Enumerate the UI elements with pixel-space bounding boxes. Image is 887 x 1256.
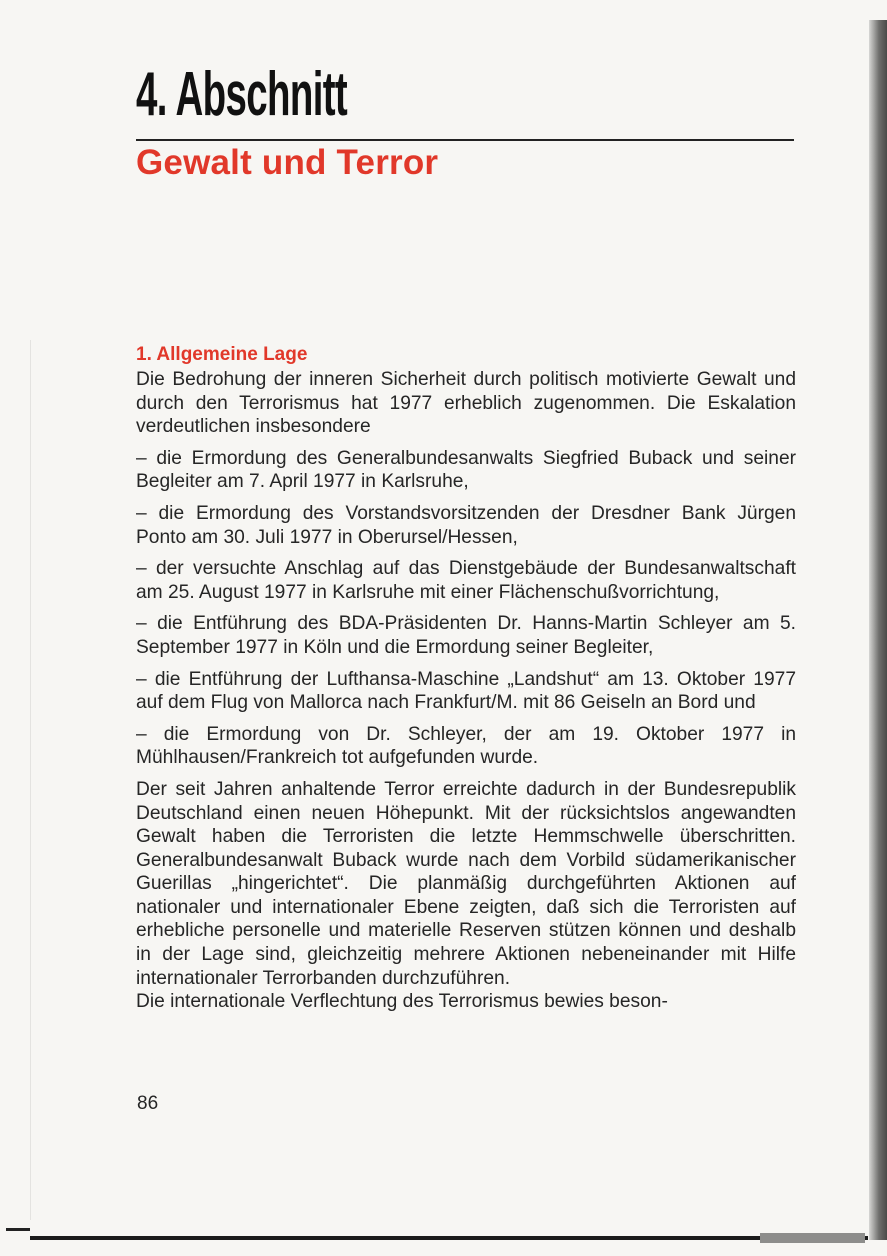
- scan-corner-mark: [6, 1228, 30, 1231]
- paragraph-analysis: Der seit Jahren anhaltende Terror erreichte dadurch in der Bundesrepublik Deutschland einen neuen Höhepunkt. Mit der rücksichtslos angewandten Gewalt haben die Terroristen die letzte Hemmschwelle überschritten. Generalbundesanwalt Buback wurde nach dem Vorbild südamerikanischer Guerillas „hingerichtet“. Die planmäßig durchgeführten Aktionen auf nationaler und internationaler Ebene zeigten, daß sich die Terroristen auf erhebliche personelle und materielle Reserven stützen können und deshalb in der Lage sind, gleichzeitig mehrere Aktionen nebeneinander mit Hilfe internationaler Terrorbanden durchzuführen.: [136, 778, 796, 989]
- section-heading: 1. Allgemeine Lage: [136, 344, 308, 365]
- list-item: – die Ermordung des Vorstandsvorsitzenden der Dresdner Bank Jürgen Ponto am 30. Juli 1977 in Oberursel/Hessen,: [136, 502, 796, 548]
- paragraph-intro: Die Bedrohung der inneren Sicherheit durch politisch motivierte Gewalt und durch den Terrorismus hat 1977 erheblich zugenommen. Die Eskalation verdeutlichen insbesondere: [136, 369, 796, 438]
- list-item: – die Ermordung des Generalbundesanwalts Siegfried Buback und seiner Begleiter am 7. April 1977 in Karlsruhe,: [136, 447, 796, 493]
- chapter-title: 4. Abschnitt: [136, 60, 348, 129]
- paragraph-continuation: Die internationale Verflechtung des Terrorismus bewies beson-: [136, 991, 668, 1013]
- page-number: 86: [137, 1093, 159, 1114]
- list-item: – die Ermordung von Dr. Schleyer, der am 19. Oktober 1977 in Mühlhausen/Frankreich tot aufgefunden wurde.: [136, 723, 796, 769]
- scan-artifact-line: [30, 340, 31, 1220]
- chapter-rule: [136, 139, 794, 141]
- body-text: [136, 368, 796, 1022]
- list-item: – die Entführung des BDA-Präsidenten Dr. Hanns-Martin Schleyer am 5. September 1977 in Köln und die Ermordung seiner Begleiter,: [136, 613, 796, 658]
- scan-bottom-edge: [30, 1236, 868, 1240]
- list-item: – der versuchte Anschlag auf das Dienstgebäude der Bundesanwaltschaft am 25. August 1977 in Karlsruhe mit einer Flächenschußvorrichtung,: [136, 558, 796, 603]
- scan-bottom-speck: [760, 1233, 865, 1243]
- scan-page-edge: [869, 20, 887, 1240]
- chapter-subtitle: Gewalt und Terror: [136, 143, 439, 182]
- list-item: – die Entführung der Lufthansa-Maschine „Landshut“ am 13. Oktober 1977 auf dem Flug von Mallorca nach Frankfurt/M. mit 86 Geiseln an Bord und: [136, 668, 796, 714]
